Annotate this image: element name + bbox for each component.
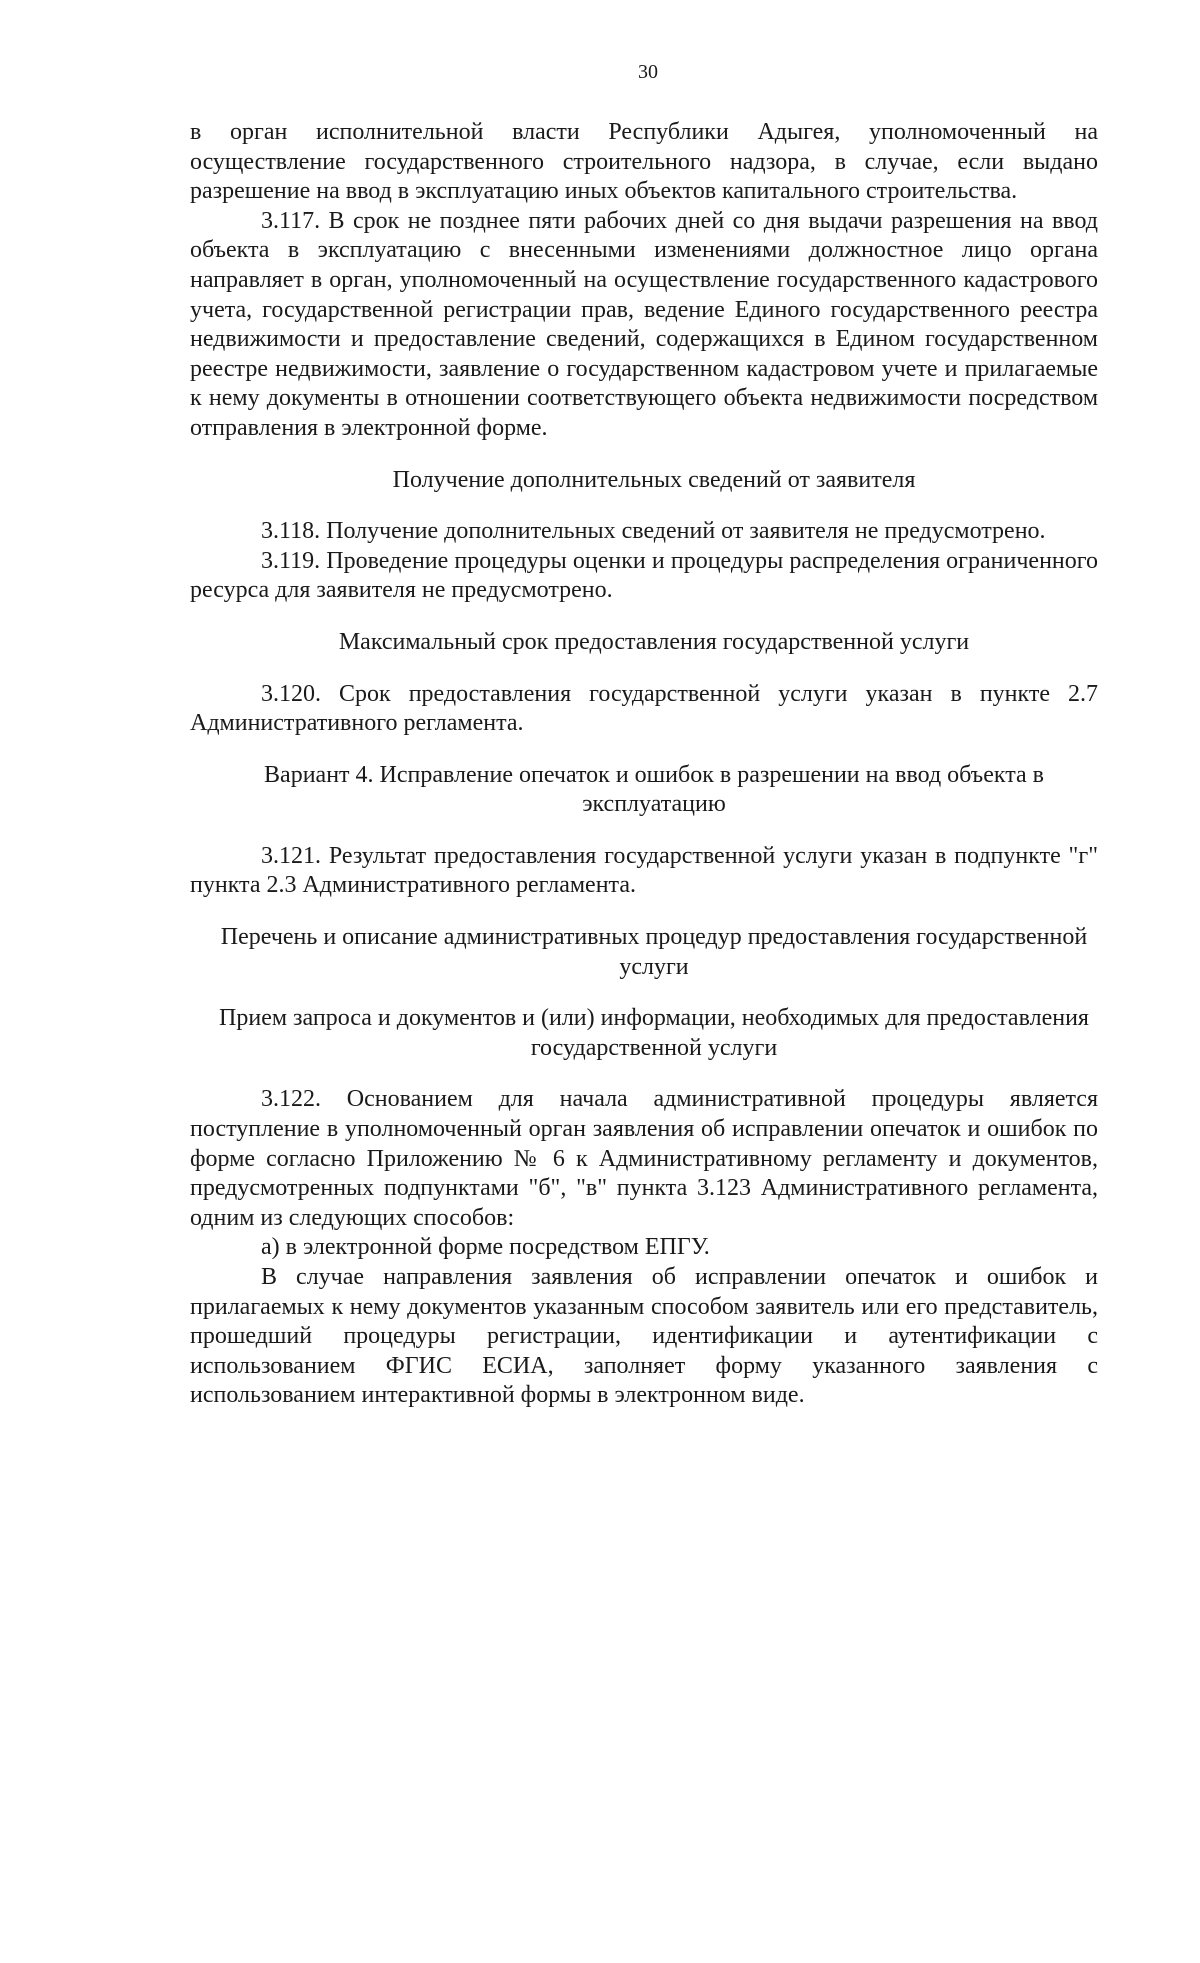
paragraph-3-118: 3.118. Получение дополнительных сведений от заявителя не предусмотрено. bbox=[261, 518, 1046, 545]
page-number: 30 bbox=[638, 61, 658, 83]
paragraph-3-122: 3.122. Основанием для начала административной процедуры является поступление в уполномоченный орган заявления об исправлении опечаток и ошибок по форме согласно Приложению № 6 к Административному регламенту и документов, предусмотренных подпунктами "б", "в" пункта 3.123 Административного регламента, одним из следующих способов: bbox=[190, 1086, 1098, 1231]
paragraph-3-117: 3.117. В срок не позднее пяти рабочих дней со дня выдачи разрешения на ввод объекта в эксплуатацию с внесенными изменениями должностное лицо органа направляет в орган, уполномоченный на осуществление государственного кадастрового учета, государственной регистрации прав, ведение Единого государственного реестра недвижимости и предоставление сведений, содержащихся в Едином государственном реестре недвижимости, заявление о государственном кадастровом учете и прилагаемые к нему документы в отношении соответствующего объекта недвижимости посредством отправления в электронной форме. bbox=[190, 207, 1098, 441]
section-heading-procedures-list: Перечень и описание административных процедур предоставления государственной услуги bbox=[220, 924, 1088, 980]
paragraph-continuation: в орган исполнительной власти Республики Адыгея, уполномоченный на осуществление государственного строительного надзора, в случае, если выдано разрешение на ввод в эксплуатацию иных объектов капитального строительства. bbox=[190, 119, 1098, 205]
section-heading-additional-info: Получение дополнительных сведений от заявителя bbox=[392, 466, 916, 493]
section-heading-request-reception: Прием запроса и документов и (или) информации, необходимых для предоставления государственной услуги bbox=[219, 1005, 1089, 1061]
document-page bbox=[190, 60, 1098, 1411]
paragraph-3-119: 3.119. Проведение процедуры оценки и процедуры распределения ограниченного ресурса для заявителя не предусмотрено. bbox=[190, 547, 1098, 604]
section-heading-variant-4: Вариант 4. Исправление опечаток и ошибок в разрешении на ввод объекта в эксплуатацию bbox=[264, 761, 1044, 818]
paragraph-3-122-a: а) в электронной форме посредством ЕПГУ. bbox=[261, 1234, 710, 1261]
paragraph-3-120: 3.120. Срок предоставления государственной услуги указан в пункте 2.7 Административного регламента. bbox=[190, 680, 1098, 737]
section-heading-max-term: Максимальный срок предоставления государственной услуги bbox=[338, 628, 970, 655]
paragraph-3-121: 3.121. Результат предоставления государственной услуги указан в подпункте "г" пункта 2.3 Административного регламента. bbox=[190, 842, 1098, 899]
paragraph-3-122-epgu: В случае направления заявления об исправлении опечаток и ошибок и прилагаемых к нему документов указанным способом заявитель или его представитель, прошедший процедуры регистрации, идентификации и аутентификации с использованием ФГИС ЕСИА, заполняет форму указанного заявления с использованием интерактивной формы в электронном виде. bbox=[190, 1264, 1098, 1409]
